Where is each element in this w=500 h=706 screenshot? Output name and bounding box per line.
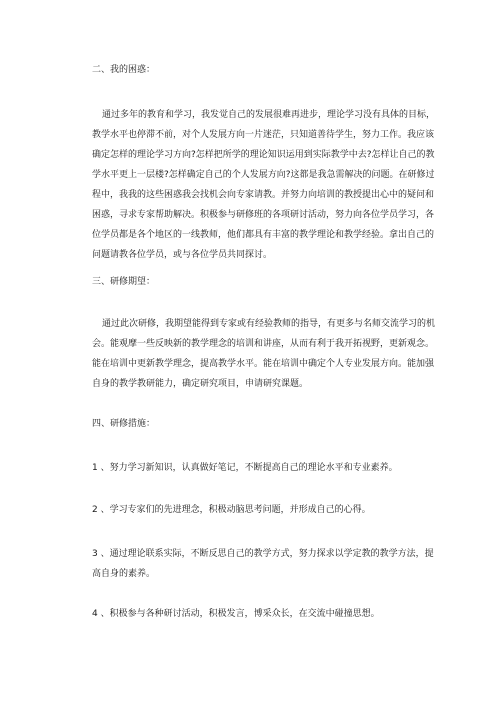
section-heading-measures: 四、研修措施： xyxy=(92,419,156,429)
paragraph-confusion xyxy=(92,105,438,265)
measure-item-3: 3 、通过理论联系实际，不断反思自己的教学方式，努力探求以学定教的教学方法，提高自身的素养。 xyxy=(92,549,434,579)
measure-item-2: 2 、学习专家们的先进理念，积极动脑思考问题，并形成自己的心得。 xyxy=(92,505,371,515)
paragraph-confusion-text: 通过多年的教育和学习，我发觉自己的发展很难再进步，理论学习没有具体的目标，教学水平也停滞不前，对个人发展方向一片迷茫，只知道善待学生，努力工作。我应该确定怎样的理论学习方向?怎样把所学的理论知识运用到实际教学中去?怎样让自己的教学水平更上一层楼?怎样确定自己的个人发展方向?这都是我急需解决的问题。在研修过程中，我我的这些困惑我会找机会向专家请教。并努力向培训的教授提出心中的疑问和困惑，寻求专家帮助解决。积极参与研修班的各项研讨活动，努力向各位学员学习，各位学员都是各个地区的一线教师，他们都具有丰富的教学理论和教学经验。拿出自己的问题请教各位学员，或与各位学员共同探讨。 xyxy=(92,110,436,260)
measure-item-1: 1 、努力学习新知识，认真做好笔记，不断提高自己的理论水平和专业素养。 xyxy=(92,463,398,473)
paragraph-expectation-text: 通过此次研修，我期望能得到专家或有经验教师的指导，有更多与名师交流学习的机会。能观摩一些反映新的教学理念的培训和讲座，从而有利于我开拓视野，更新观念。能在培训中更新教学理念，提高教学水平。能在培训中确定个人专业发展方向。能加强自身的教学教研能力，确定研究项目，申请研究课题。 xyxy=(92,319,436,389)
section-heading-confusion: 二、我的困惑： xyxy=(92,65,156,75)
measure-item-4: 4 、积极参与各种研讨活动，积极发言，博采众长，在交流中碰撞思想。 xyxy=(92,609,380,619)
section-heading-expectation: 三、研修期望： xyxy=(92,277,156,287)
paragraph-expectation xyxy=(92,314,438,394)
